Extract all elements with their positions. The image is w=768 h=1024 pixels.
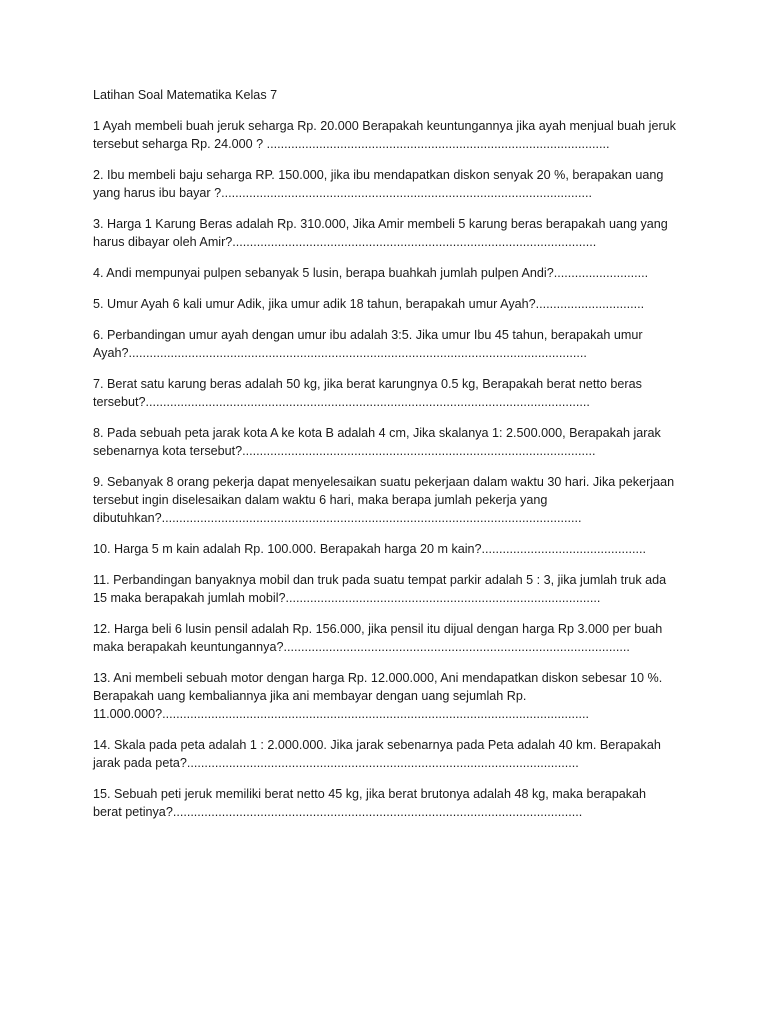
question-10: 10. Harga 5 m kain adalah Rp. 100.000. Berapakah harga 20 m kain?............................................... [93,542,647,556]
question-9: 9. Sebanyak 8 orang pekerja dapat menyelesaikan suatu pekerjaan dalam waktu 30 hari. Jika pekerjaan tersebut ingin diselesaikan dalam waktu 6 hari, maka berapa jumlah pekerja yang dibutuhkan?........................................................................................................................ [93,475,675,525]
question-7: 7. Berat satu karung beras adalah 50 kg, jika berat karungnya 0.5 kg, Berapakah berat netto beras tersebut?............................................................................................................................... [93,377,642,409]
question-11: 11. Perbandingan banyaknya mobil dan truk pada suatu tempat parkir adalah 5 : 3, jika jumlah truk ada 15 maka berapakah jumlah mobil?.......................................................................................... [93,573,667,605]
question-12: 12. Harga beli 6 lusin pensil adalah Rp. 156.000, jika pensil itu dijual dengan harga Rp 3.000 per buah maka berapakah keuntungannya?................................................................................................... [93,622,663,654]
question-6: 6. Perbandingan umur ayah dengan umur ibu adalah 3:5. Jika umur Ibu 45 tahun, berapakah umur Ayah?................................................................................................................................... [93,328,643,360]
document-page [93,86,678,834]
question-8: 8. Pada sebuah peta jarak kota A ke kota B adalah 4 cm, Jika skalanya 1: 2.500.000, Berapakah jarak sebenarnya kota tersebut?..................................................................................................... [93,426,661,458]
question-15: 15. Sebuah peti jeruk memiliki berat netto 45 kg, jika berat brutonya adalah 48 kg, maka berapakah berat petinya?..................................................................................................................... [93,787,647,819]
question-3: 3. Harga 1 Karung Beras adalah Rp. 310.000, Jika Amir membeli 5 karung beras berapakah uang yang harus dibayar oleh Amir?........................................................................................................ [93,217,668,249]
question-13: 13. Ani membeli sebuah motor dengan harga Rp. 12.000.000, Ani mendapatkan diskon sebesar 10 %. Berapakah uang kembaliannya jika ani membayar dengan uang sejumlah Rp. 11.000.000?.......................................................................................................................... [93,671,663,721]
question-1: 1 Ayah membeli buah jeruk seharga Rp. 20.000 Berapakah keuntungannya jika ayah menjual buah jeruk tersebut seharga Rp. 24.000 ? .................................................................................................. [93,119,676,151]
question-4: 4. Andi mempunyai pulpen sebanyak 5 lusin, berapa buahkah jumlah pulpen Andi?........................... [93,266,649,280]
question-2: 2. Ibu membeli baju seharga RP. 150.000, jika ibu mendapatkan diskon senyak 20 %, berapakan uang yang harus ibu bayar ?.......................................................................................................... [93,168,664,200]
question-14: 14. Skala pada peta adalah 1 : 2.000.000. Jika jarak sebenarnya pada Peta adalah 40 km. Berapakah jarak pada peta?................................................................................................................ [93,738,661,770]
document-title: Latihan Soal Matematika Kelas 7 [93,88,278,102]
question-5: 5. Umur Ayah 6 kali umur Adik, jika umur adik 18 tahun, berapakah umur Ayah?............................... [93,297,645,311]
